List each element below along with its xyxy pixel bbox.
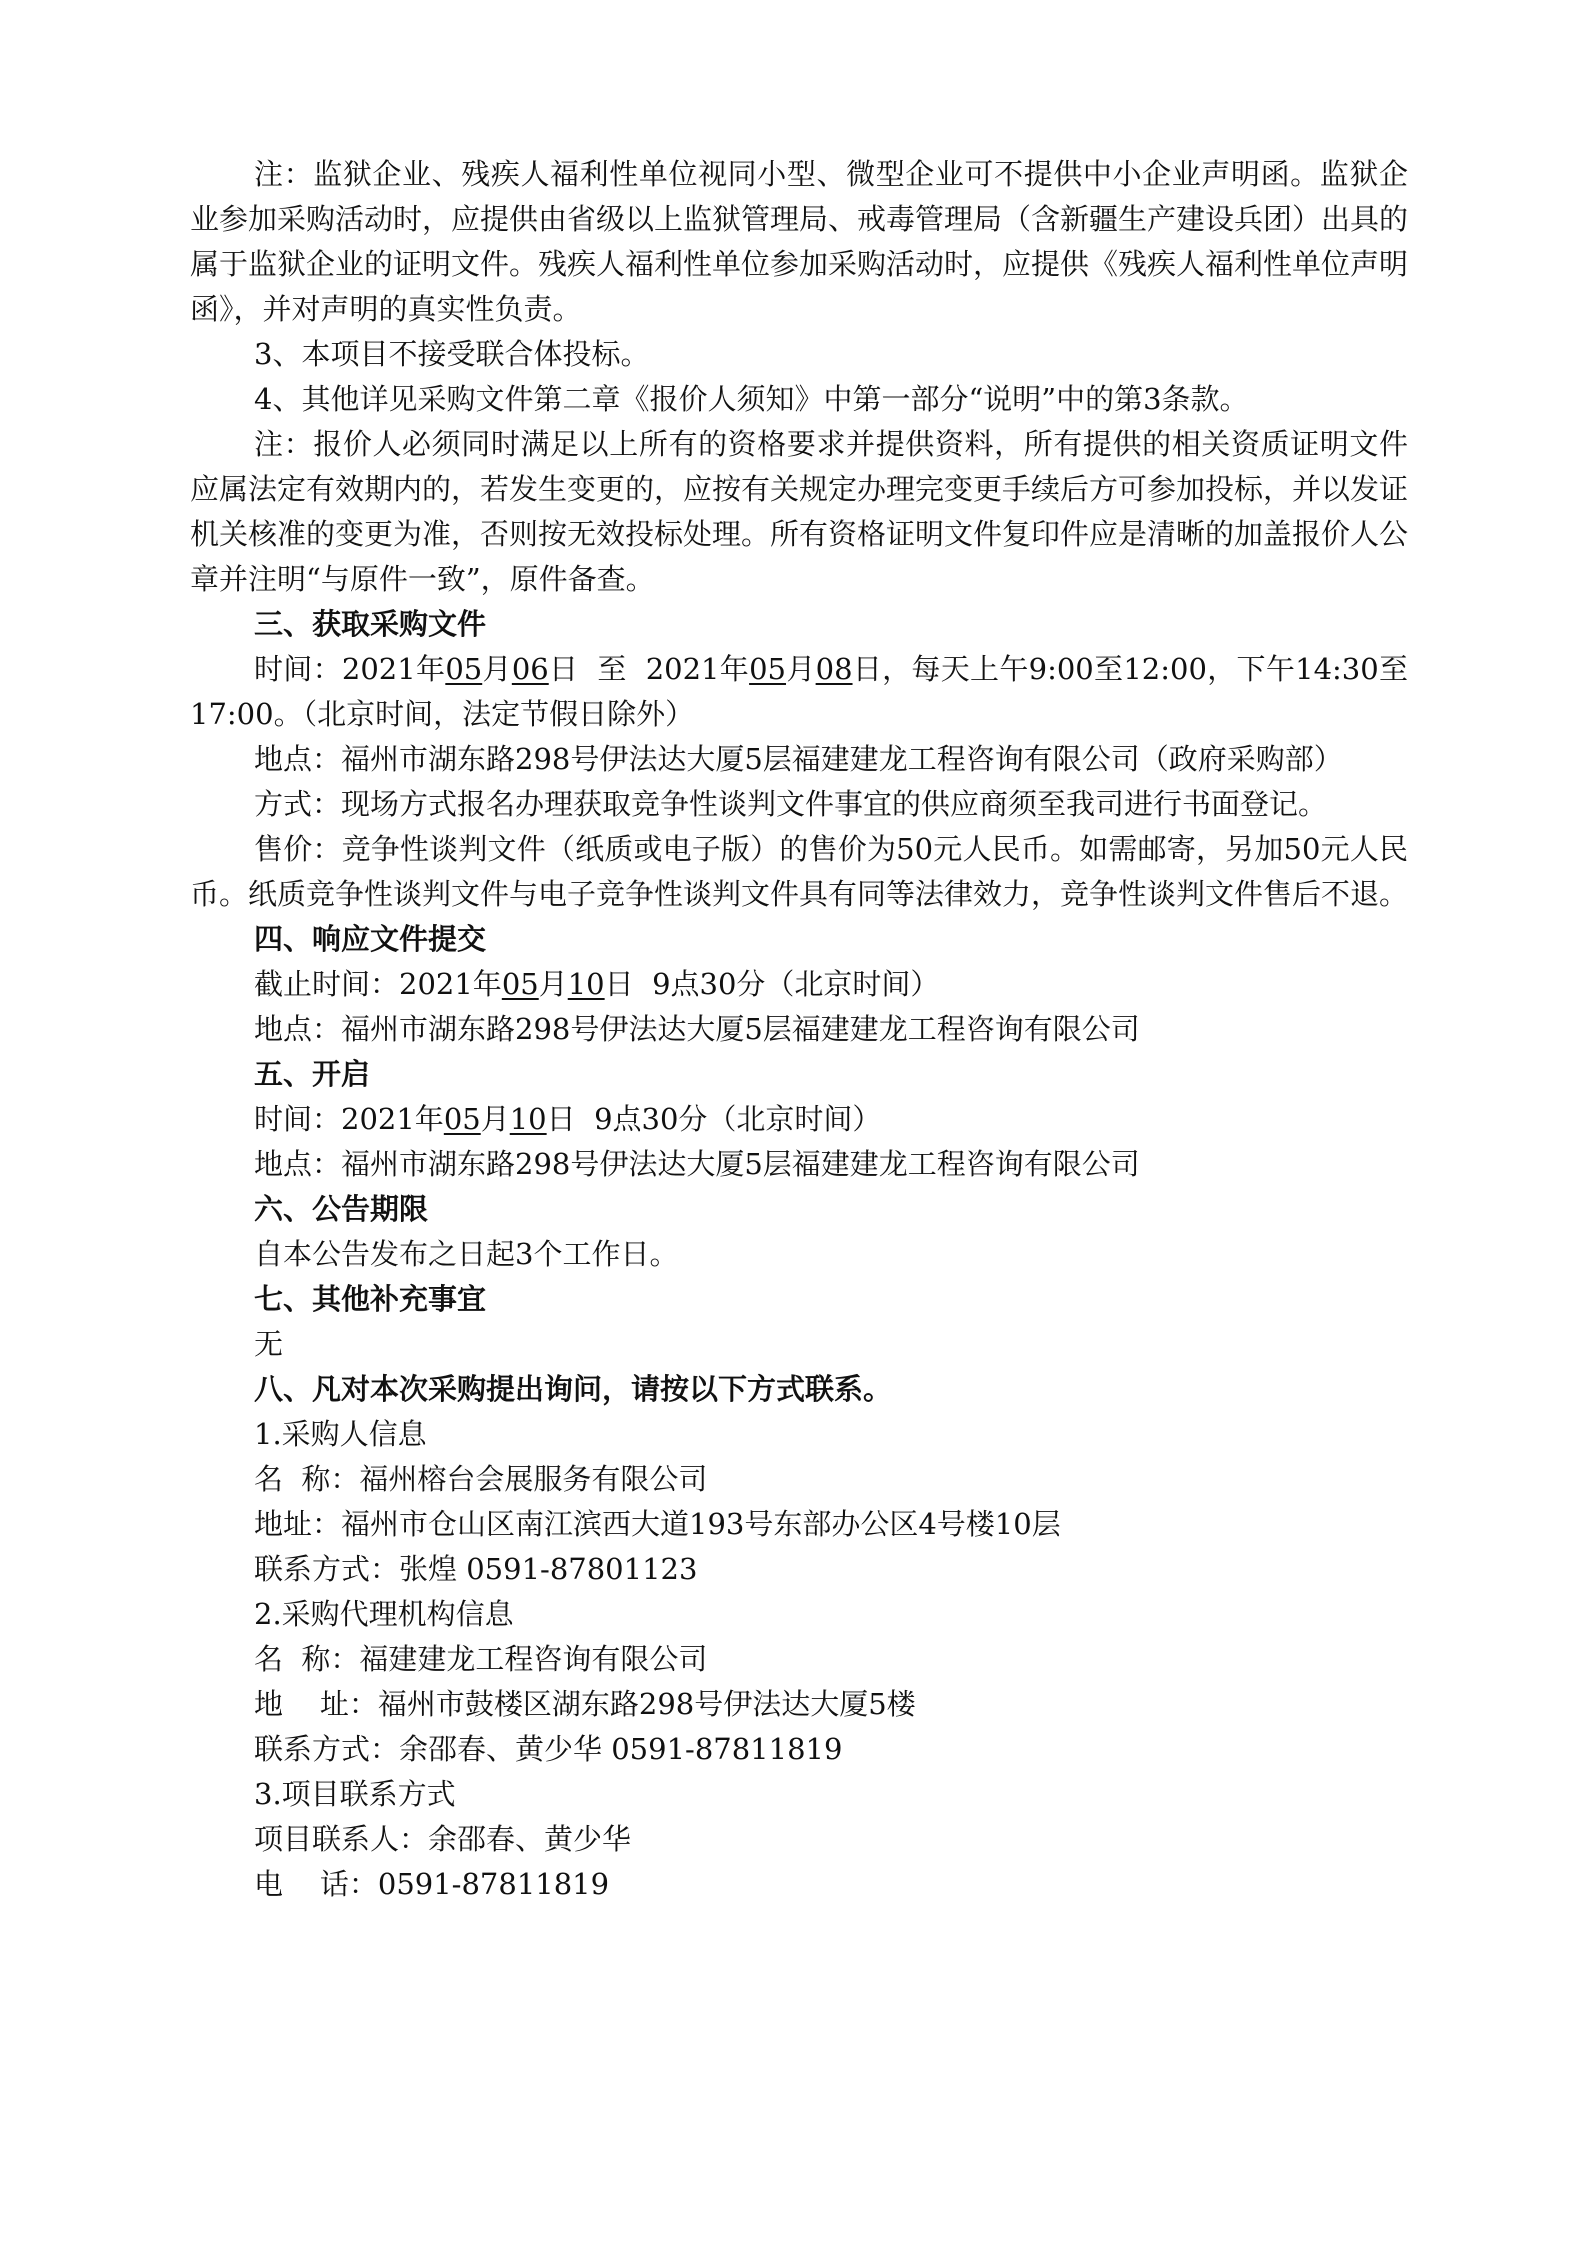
purchaser-contact: 联系方式：张煌 0591-87801123 [254, 1552, 698, 1586]
submission-location: 地点：福州市湖东路298号伊法达大厦5层福建建龙工程咨询有限公司 [254, 1012, 1140, 1046]
obtain-price: 售价：竞争性谈判文件（纸质或电子版）的售价为50元人民币。如需邮寄，另加50元人民币。纸质竞争性谈判文件与电子竞争性谈判文件具有同等法律效力，竞争性谈判文件售后不退。 [190, 832, 1409, 911]
agency-contact: 联系方式：余邵春、黄少华 0591-87811819 [254, 1732, 843, 1766]
other-matters: 无 [254, 1327, 284, 1361]
qualification-item-3: 3、本项目不接受联合体投标。 [254, 337, 650, 371]
obtain-time: 时间：2021年05月06日 至 2021年05月08日，每天上午9:00至12:00，下午14:30至17:00。（北京时间，法定节假日除外） [190, 652, 1408, 731]
qualification-note-2: 注：报价人必须同时满足以上所有的资格要求并提供资料，所有提供的相关资质证明文件应属法定有效期内的，若发生变更的，应按有关规定办理完变更手续后方可参加投标，并以发证机关核准的变更为准，否则按无效投标处理。所有资格证明文件复印件应是清晰的加盖报价人公章并注明“与原件一致”，原件备查。 [190, 427, 1409, 596]
document-body [190, 152, 1408, 1907]
section-6-heading: 六、公告期限 [254, 1192, 429, 1226]
purchaser-name: 名 称：福州榕台会展服务有限公司 [254, 1462, 708, 1496]
project-contact-title: 3.项目联系方式 [254, 1777, 456, 1811]
project-contact-person: 项目联系人：余邵春、黄少华 [254, 1822, 632, 1856]
qualification-note-1: 注：监狱企业、残疾人福利性单位视同小型、微型企业可不提供中小企业声明函。监狱企业参加采购活动时，应提供由省级以上监狱管理局、戒毒管理局（含新疆生产建设兵团）出具的属于监狱企业的证明文件。残疾人福利性单位参加采购活动时，应提供《残疾人福利性单位声明函》，并对声明的真实性负责。 [190, 157, 1409, 326]
section-5-heading: 五、开启 [254, 1057, 371, 1091]
obtain-location: 地点：福州市湖东路298号伊法达大厦5层福建建龙工程咨询有限公司（政府采购部） [254, 742, 1343, 776]
section-7-heading: 七、其他补充事宜 [254, 1282, 487, 1316]
section-4-heading: 四、响应文件提交 [254, 922, 487, 956]
opening-location: 地点：福州市湖东路298号伊法达大厦5层福建建龙工程咨询有限公司 [254, 1147, 1140, 1181]
purchaser-title: 1.采购人信息 [254, 1417, 427, 1451]
agency-title: 2.采购代理机构信息 [254, 1597, 514, 1631]
agency-address: 地 址：福州市鼓楼区湖东路298号伊法达大厦5楼 [254, 1687, 916, 1721]
submission-deadline: 截止时间：2021年05月10日 9点30分（北京时间） [254, 967, 940, 1001]
announcement-period: 自本公告发布之日起3个工作日。 [254, 1237, 679, 1271]
section-3-heading: 三、获取采购文件 [254, 607, 487, 641]
section-8-heading: 八、凡对本次采购提出询问，请按以下方式联系。 [254, 1372, 893, 1406]
agency-name: 名 称：福建建龙工程咨询有限公司 [254, 1642, 708, 1676]
purchaser-address: 地址：福州市仓山区南江滨西大道193号东部办公区4号楼10层 [254, 1507, 1061, 1541]
opening-time: 时间：2021年05月10日 9点30分（北京时间） [254, 1102, 882, 1136]
project-contact-phone: 电 话：0591-87811819 [254, 1867, 610, 1901]
qualification-item-4: 4、其他详见采购文件第二章《报价人须知》中第一部分“说明”中的第3条款。 [254, 382, 1249, 416]
obtain-method: 方式：现场方式报名办理获取竞争性谈判文件事宜的供应商须至我司进行书面登记。 [254, 787, 1328, 821]
